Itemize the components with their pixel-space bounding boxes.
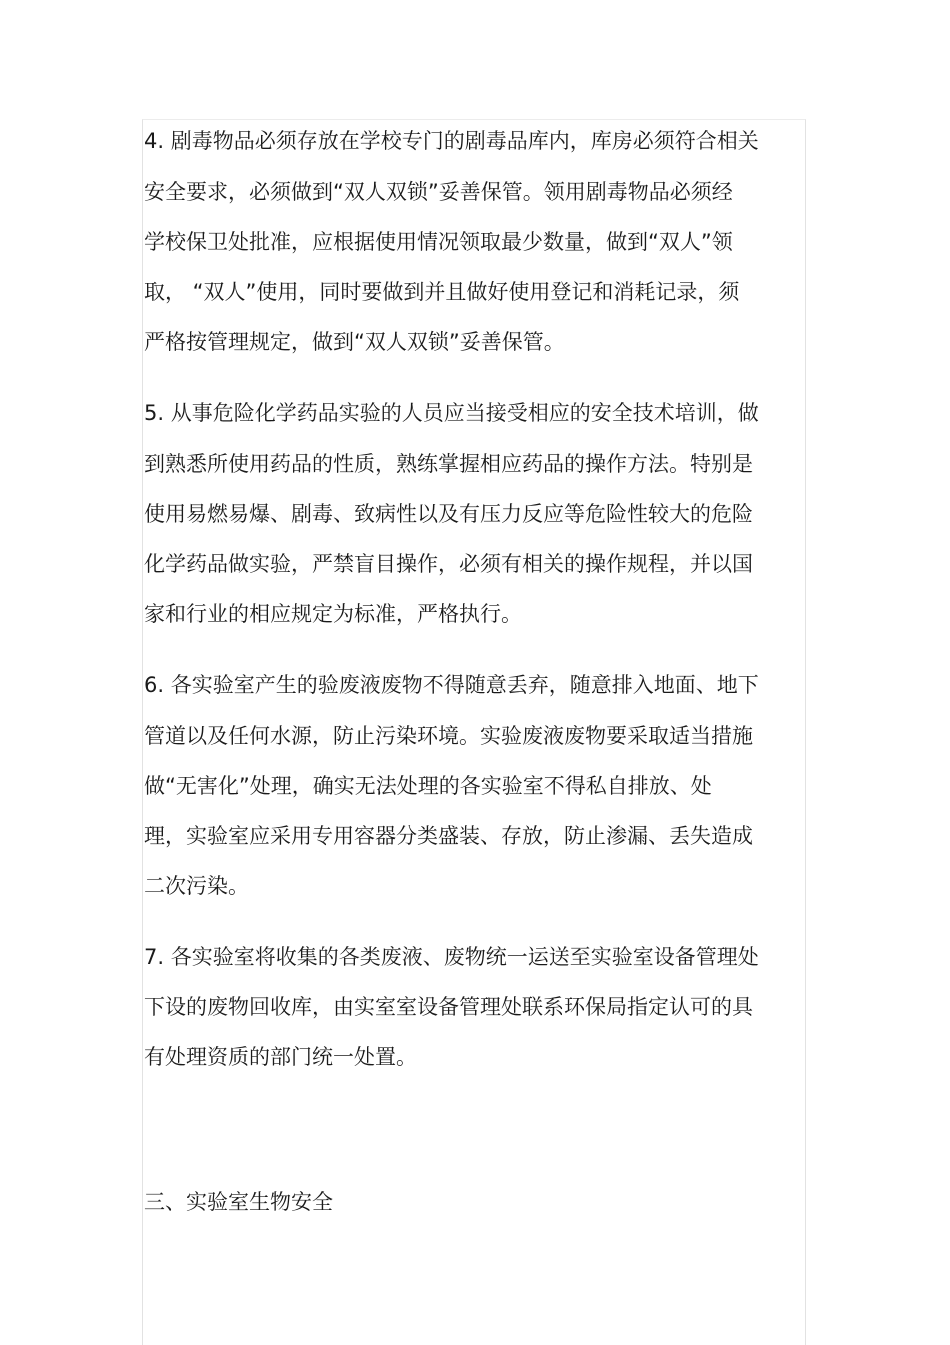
paragraph-5-line-5: 家和行业的相应规定为标准，严格执行。 [144,602,522,626]
paragraph-5-line-1: 5. 从事危险化学药品实验的人员应当接受相应的安全技术培训，做 [144,401,759,425]
paragraph-4-line-1: 4. 剧毒物品必须存放在学校专门的剧毒品库内，库房必须符合相关 [144,129,759,153]
paragraph-6-line-1: 6. 各实验室产生的验废液废物不得随意丢弃，随意排入地面、地下 [144,673,759,697]
paragraph-4-line-4: 取， “双人”使用，同时要做到并且做好使用登记和消耗记录，须 [144,280,740,304]
paragraph-4-line-5: 严格按管理规定，做到“双人双锁”妥善保管。 [144,330,565,354]
section-heading: 三、实验室生物安全 [144,1190,333,1214]
paragraph-4-line-3: 学校保卫处批准，应根据使用情况领取最少数量，做到“双人”领 [144,230,733,254]
paragraph-4-line-2: 安全要求，必须做到“双人双锁”妥善保管。领用剧毒物品必须经 [144,180,733,204]
paragraph-7-line-3: 有处理资质的部门统一处置。 [144,1045,417,1069]
paragraph-5-line-4: 化学药品做实验，严禁盲目操作，必须有相关的操作规程，并以国 [144,552,753,576]
paragraph-7-line-1: 7. 各实验室将收集的各类废液、废物统一运送至实验室设备管理处 [144,945,759,969]
paragraph-6-line-4: 理，实验室应采用专用容器分类盛装、存放，防止渗漏、丢失造成 [144,824,753,848]
paragraph-6-line-2: 管道以及任何水源，防止污染环境。实验废液废物要采取适当措施 [144,724,753,748]
paragraph-5-line-3: 使用易燃易爆、剧毒、致病性以及有压力反应等危险性较大的危险 [144,502,753,526]
paragraph-5-line-2: 到熟悉所使用药品的性质，熟练掌握相应药品的操作方法。特别是 [144,452,753,476]
paragraph-7-line-2: 下设的废物回收库，由实室室设备管理处联系环保局指定认可的具 [144,995,753,1019]
paragraph-6-line-5: 二次污染。 [144,874,249,898]
paragraph-6-line-3: 做“无害化”处理，确实无法处理的各实验室不得私自排放、处 [144,774,712,798]
